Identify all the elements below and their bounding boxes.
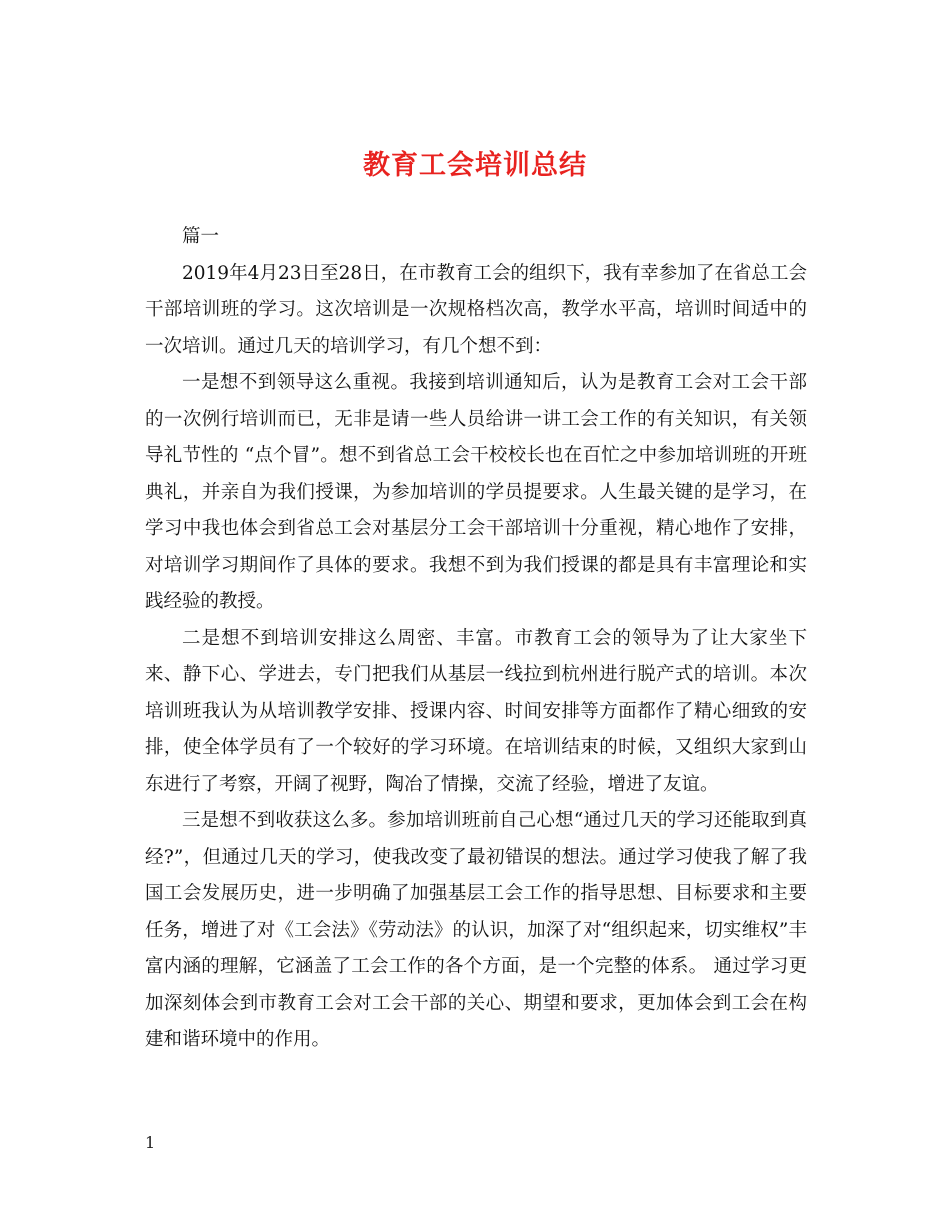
- page-number: 1: [145, 1133, 156, 1152]
- document-body: [145, 219, 807, 1059]
- paragraph-point-three: 三是想不到收获这么多。参加培训班前自己心想“通过几天的学习还能取到真经?”，但通过几天的学习，使我改变了最初错误的想法。通过学习使我了解了我国工会发展历史，进一步明确了加强基层工会工作的指导思想、目标要求和主要任务，增进了对《工会法》《劳动法》的认识，加深了对“组织起来，切实维权”丰富内涵的理解，它涵盖了工会工作的各个方面，是一个完整的体系。 通过学习更加深刻体会到市教育工会对工会干部的关心、期望和要求，更加体会到工会在构建和谐环境中的作用。: [145, 810, 807, 1050]
- document-title: 教育工会培训总结: [363, 150, 587, 181]
- paragraph-point-two: 二是想不到培训安排这么周密、丰富。市教育工会的领导为了让大家坐下来、静下心、学进去，专门把我们从基层一线拉到杭州进行脱产式的培训。本次培训班我认为从培训教学安排、授课内容、时间安排等方面都作了精心细致的安排，使全体学员有了一个较好的学习环境。在培训结束的时候，又组织大家到山东进行了考察，开阔了视野，陶冶了情操，交流了经验，增进了友谊。: [145, 627, 807, 795]
- section-label: 篇一: [182, 226, 220, 247]
- paragraph-point-one: 一是想不到领导这么重视。我接到培训通知后，认为是教育工会对工会干部的一次例行培训而已，无非是请一些人员给讲一讲工会工作的有关知识，有关领导礼节性的 “点个冒”。想不到省总工会干校校长也在百忙之中参加培训班的开班典礼，并亲自为我们授课，为参加培训的学员提要求。人生最关键的是学习，在学习中我也体会到省总工会对基层分工会干部培训十分重视，精心地作了安排，对培训学习期间作了具体的要求。我想不到为我们授课的都是具有丰富理论和实践经验的教授。: [145, 372, 807, 612]
- paragraph-intro: 2019年4月23日至28日，在市教育工会的组织下，我有幸参加了在省总工会干部培训班的学习。这次培训是一次规格档次高，教学水平高，培训时间适中的一次培训。通过几天的培训学习，有几个想不到：: [145, 262, 807, 357]
